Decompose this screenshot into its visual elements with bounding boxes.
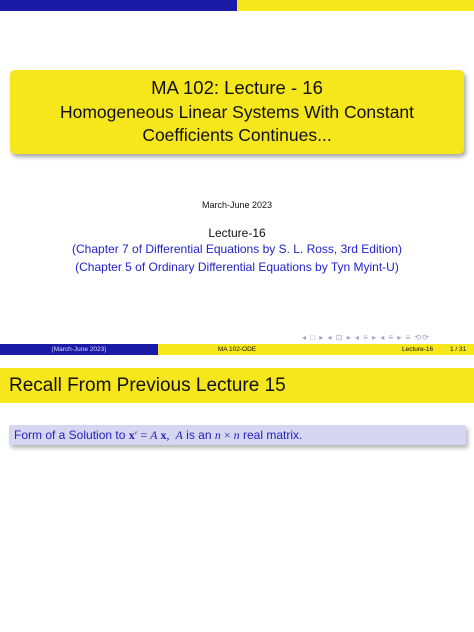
header-strip-yellow [237, 0, 474, 11]
reference-myint-u[interactable]: (Chapter 5 of Ordinary Differential Equations by Tyn Myint-U) [75, 260, 399, 274]
title-line-2: Homogeneous Linear Systems With Constant [59, 102, 415, 122]
block-prefix: Form of a Solution to [14, 428, 129, 442]
footer-date: (March-June 2023) [0, 344, 158, 355]
frame-title-bar [0, 368, 474, 403]
title-box [10, 70, 464, 154]
date-text: March-June 2023 [201, 200, 273, 210]
equation-x-prime-equals-ax: x′ = A x, A [128, 428, 183, 442]
frame-title: Recall From Previous Lecture 15 [9, 375, 286, 396]
footer-course: MA 102-ODE [158, 344, 316, 355]
block-middle: is an [186, 428, 212, 442]
footer-page-number: 1 / 31 [450, 346, 467, 353]
title-line-1: MA 102: Lecture - 16 [151, 77, 323, 98]
matrix-size-n-by-n: n × n [214, 428, 240, 442]
beamer-navigation-icons[interactable]: ◂ □ ▸ ◂ ⊡ ▸ ◂ ≡ ▸ ◂ ≡ ▸ ≡ ⟲⟳ [302, 333, 430, 342]
footer-right-section [316, 344, 474, 355]
header-strip-blue [0, 0, 237, 11]
block-text [14, 428, 302, 443]
block-suffix: real matrix. [243, 428, 303, 442]
footer-lecture: Lecture-16 [402, 346, 434, 353]
reference-ross[interactable]: (Chapter 7 of Differential Equations by S. L. Ross, 3rd Edition) [72, 242, 402, 256]
lecture-label: Lecture-16 [208, 226, 266, 240]
slide-footer [0, 344, 474, 355]
definition-block [9, 425, 466, 445]
title-line-3: Coefficients Continues... [142, 125, 332, 145]
